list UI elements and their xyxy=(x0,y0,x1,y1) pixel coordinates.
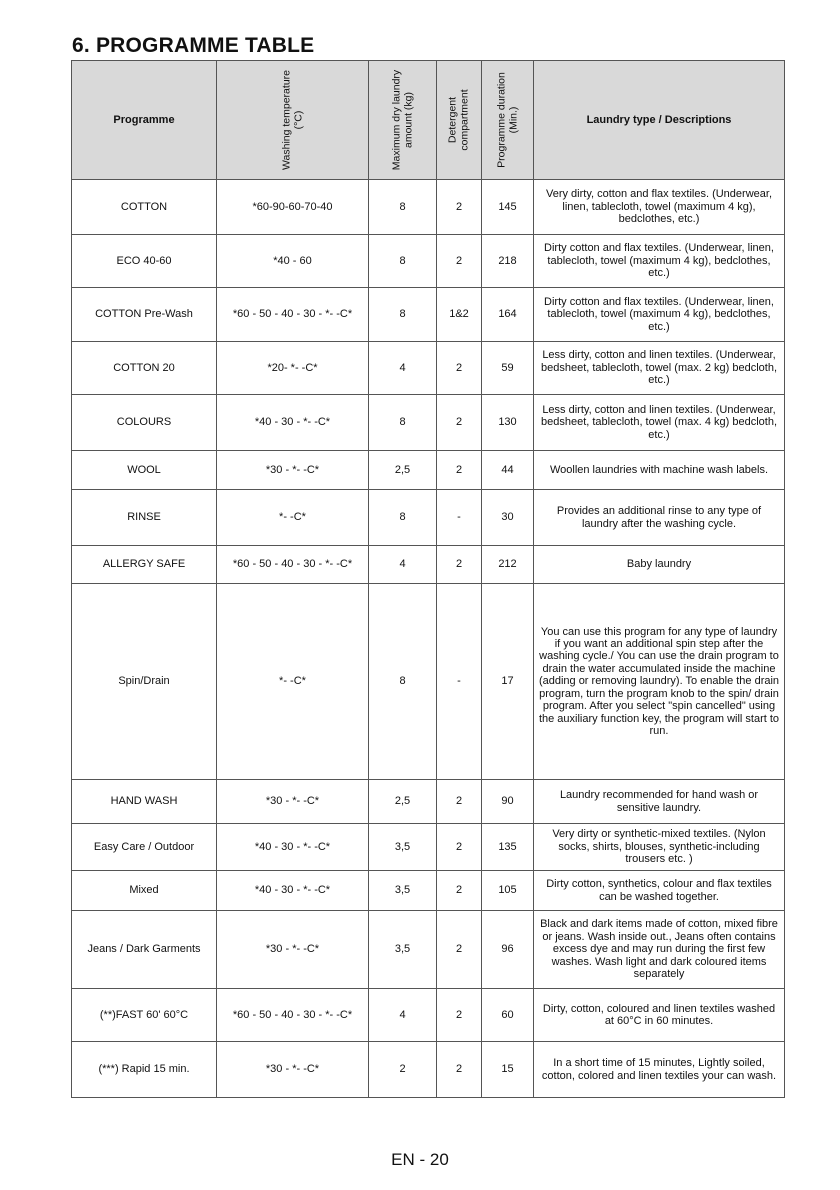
table-row xyxy=(72,780,785,824)
cell-duration: 105 xyxy=(482,871,534,911)
cell-description: Less dirty, cotton and linen textiles. (Underwear, bedsheet, tablecloth, towel (max. 2 kg) bedcloth, etc.) xyxy=(534,342,785,395)
cell-max-load: 4 xyxy=(369,546,437,584)
cell-programme: HAND WASH xyxy=(72,780,217,824)
cell-temperature: *30 - *- -C* xyxy=(217,911,369,989)
cell-temperature: *60 - 50 - 40 - 30 - *- -C* xyxy=(217,546,369,584)
header-duration xyxy=(482,61,534,180)
cell-duration: 218 xyxy=(482,235,534,288)
cell-description: Dirty, cotton, coloured and linen textiles washed at 60°C in 60 minutes. xyxy=(534,989,785,1042)
table-row xyxy=(72,490,785,546)
cell-programme: RINSE xyxy=(72,490,217,546)
cell-duration: 96 xyxy=(482,911,534,989)
page-number: EN - 20 xyxy=(391,1150,449,1169)
cell-duration: 44 xyxy=(482,451,534,490)
cell-max-load: 3,5 xyxy=(369,871,437,911)
header-duration-text: Programme duration (Min.) xyxy=(495,72,519,168)
cell-max-load: 4 xyxy=(369,989,437,1042)
cell-programme: Easy Care / Outdoor xyxy=(72,824,217,871)
cell-detergent: - xyxy=(437,584,482,780)
table-row xyxy=(72,342,785,395)
cell-detergent: 2 xyxy=(437,180,482,235)
cell-temperature: *30 - *- -C* xyxy=(217,451,369,490)
table-row xyxy=(72,395,785,451)
cell-max-load: 2,5 xyxy=(369,451,437,490)
cell-temperature: *30 - *- -C* xyxy=(217,780,369,824)
cell-detergent: 2 xyxy=(437,235,482,288)
cell-description: Very dirty or synthetic-mixed textiles. (Nylon socks, shirts, blouses, synthetic-including trousers etc. ) xyxy=(534,824,785,871)
page-title: 6. PROGRAMME TABLE xyxy=(72,34,315,57)
header-detergent-text: Detergent compartment xyxy=(446,89,470,151)
cell-temperature: *40 - 30 - *- -C* xyxy=(217,395,369,451)
cell-max-load: 8 xyxy=(369,395,437,451)
cell-max-load: 3,5 xyxy=(369,911,437,989)
cell-duration: 17 xyxy=(482,584,534,780)
table-row xyxy=(72,1042,785,1098)
header-description: Laundry type / Descriptions xyxy=(534,61,785,180)
cell-programme: (**)FAST 60' 60°C xyxy=(72,989,217,1042)
header-programme: Programme xyxy=(72,61,217,180)
cell-description: Provides an additional rinse to any type of laundry after the washing cycle. xyxy=(534,490,785,546)
table-row xyxy=(72,180,785,235)
cell-duration: 90 xyxy=(482,780,534,824)
cell-temperature: *40 - 30 - *- -C* xyxy=(217,871,369,911)
cell-max-load: 8 xyxy=(369,235,437,288)
programme-table xyxy=(71,60,785,1098)
cell-temperature: *60-90-60-70-40 xyxy=(217,180,369,235)
header-detergent xyxy=(437,61,482,180)
cell-temperature: *20- *- -C* xyxy=(217,342,369,395)
cell-description: Woollen laundries with machine wash labels. xyxy=(534,451,785,490)
cell-detergent: 1&2 xyxy=(437,288,482,342)
cell-temperature: *- -C* xyxy=(217,584,369,780)
cell-programme: ALLERGY SAFE xyxy=(72,546,217,584)
cell-duration: 135 xyxy=(482,824,534,871)
cell-description: You can use this program for any type of laundry if you want an additional spin step after the washing cycle./ You can use the drain program to drain the water accumulated inside the machine (adding or removing laundry). To enable the drain program, turn the program knob to the spin/ drain program. After you select "spin cancelled" using the auxiliary function key, the program will start to run. xyxy=(534,584,785,780)
cell-temperature: *30 - *- -C* xyxy=(217,1042,369,1098)
cell-description: Less dirty, cotton and linen textiles. (Underwear, bedsheet, tablecloth, towel (max. 4 kg) bedcloth, etc.) xyxy=(534,395,785,451)
cell-description: Baby laundry xyxy=(534,546,785,584)
cell-detergent: 2 xyxy=(437,342,482,395)
cell-programme: COTTON 20 xyxy=(72,342,217,395)
cell-programme: WOOL xyxy=(72,451,217,490)
cell-max-load: 8 xyxy=(369,584,437,780)
table-row xyxy=(72,871,785,911)
cell-duration: 164 xyxy=(482,288,534,342)
cell-programme: COTTON Pre-Wash xyxy=(72,288,217,342)
cell-detergent: 2 xyxy=(437,1042,482,1098)
cell-duration: 130 xyxy=(482,395,534,451)
cell-temperature: *40 - 60 xyxy=(217,235,369,288)
cell-duration: 15 xyxy=(482,1042,534,1098)
table-row xyxy=(72,911,785,989)
cell-programme: Mixed xyxy=(72,871,217,911)
table-row xyxy=(72,824,785,871)
cell-temperature: *40 - 30 - *- -C* xyxy=(217,824,369,871)
cell-max-load: 2,5 xyxy=(369,780,437,824)
header-temperature-text: Washing temperature (°C) xyxy=(280,70,304,170)
cell-programme: COLOURS xyxy=(72,395,217,451)
header-temperature xyxy=(217,61,369,180)
cell-temperature: *60 - 50 - 40 - 30 - *- -C* xyxy=(217,989,369,1042)
cell-duration: 60 xyxy=(482,989,534,1042)
cell-programme: ECO 40-60 xyxy=(72,235,217,288)
table-row xyxy=(72,546,785,584)
cell-description: Black and dark items made of cotton, mixed fibre or jeans. Wash inside out., Jeans often contains excess dye and may run during the first few washes. Wash light and dark coloured items separately xyxy=(534,911,785,989)
table-row xyxy=(72,235,785,288)
table-row xyxy=(72,451,785,490)
cell-duration: 145 xyxy=(482,180,534,235)
cell-detergent: 2 xyxy=(437,824,482,871)
cell-description: Dirty cotton, synthetics, colour and flax textiles can be washed together. xyxy=(534,871,785,911)
table-row xyxy=(72,989,785,1042)
cell-description: Laundry recommended for hand wash or sensitive laundry. xyxy=(534,780,785,824)
cell-temperature: *60 - 50 - 40 - 30 - *- -C* xyxy=(217,288,369,342)
cell-max-load: 2 xyxy=(369,1042,437,1098)
cell-detergent: 2 xyxy=(437,395,482,451)
header-max-load-text: Maximum dry laundry amount (kg) xyxy=(390,69,414,171)
cell-programme: Spin/Drain xyxy=(72,584,217,780)
cell-max-load: 8 xyxy=(369,288,437,342)
cell-max-load: 4 xyxy=(369,342,437,395)
cell-max-load: 8 xyxy=(369,180,437,235)
cell-detergent: 2 xyxy=(437,989,482,1042)
cell-detergent: 2 xyxy=(437,780,482,824)
cell-programme: COTTON xyxy=(72,180,217,235)
cell-duration: 212 xyxy=(482,546,534,584)
cell-duration: 30 xyxy=(482,490,534,546)
cell-description: Dirty cotton and flax textiles. (Underwear, linen, tablecloth, towel (maximum 4 kg), bedclothes, etc.) xyxy=(534,288,785,342)
cell-description: Dirty cotton and flax textiles. (Underwear, linen, tablecloth, towel (maximum 4 kg), bedclothes, etc.) xyxy=(534,235,785,288)
cell-detergent: - xyxy=(437,490,482,546)
header-max-load xyxy=(369,61,437,180)
cell-detergent: 2 xyxy=(437,451,482,490)
table-row xyxy=(72,584,785,780)
table-row xyxy=(72,288,785,342)
header-row xyxy=(72,61,785,180)
cell-max-load: 8 xyxy=(369,490,437,546)
cell-detergent: 2 xyxy=(437,871,482,911)
cell-description: In a short time of 15 minutes, Lightly soiled, cotton, colored and linen textiles your can wash. xyxy=(534,1042,785,1098)
cell-temperature: *- -C* xyxy=(217,490,369,546)
cell-detergent: 2 xyxy=(437,911,482,989)
cell-detergent: 2 xyxy=(437,546,482,584)
cell-programme: (***) Rapid 15 min. xyxy=(72,1042,217,1098)
cell-programme: Jeans / Dark Garments xyxy=(72,911,217,989)
cell-description: Very dirty, cotton and flax textiles. (Underwear, linen, tablecloth, towel (maximum 4 kg), bedclothes, etc.) xyxy=(534,180,785,235)
cell-max-load: 3,5 xyxy=(369,824,437,871)
cell-duration: 59 xyxy=(482,342,534,395)
